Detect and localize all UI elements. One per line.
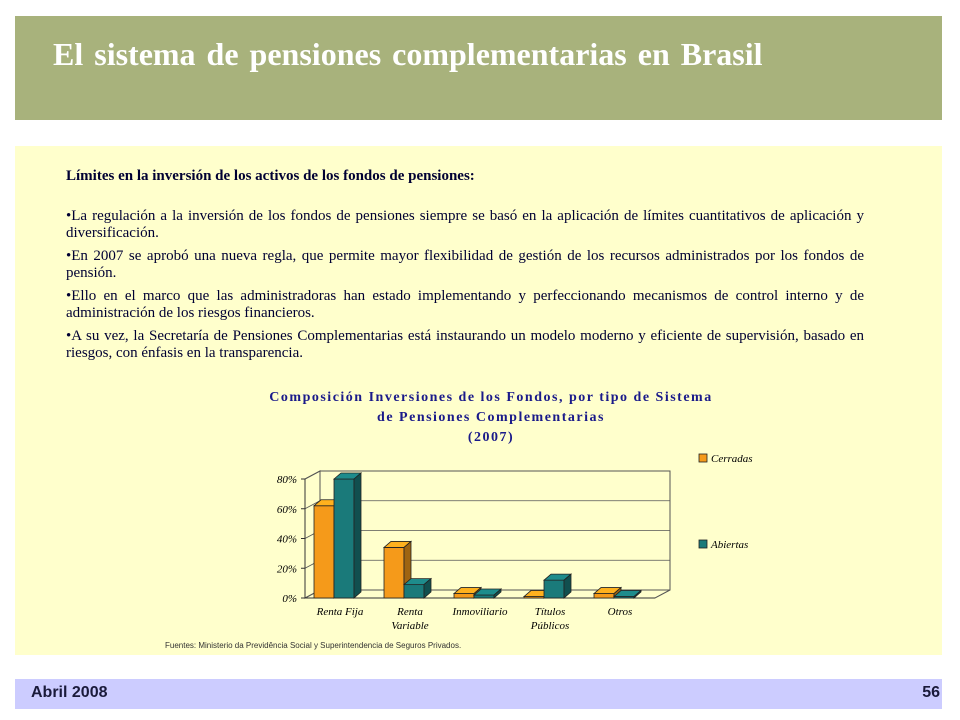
legend-label-cerradas: Cerradas — [711, 453, 753, 465]
x-category-label: Renta — [397, 606, 423, 618]
bar-cerradas — [384, 547, 404, 598]
bullet-internal-control: •Ello en el marco que las administradoras han estado implementando y perfeccionando mecanismos de control interno y de administración de los riesgos financieros. — [66, 288, 864, 321]
bar-cerradas — [454, 594, 474, 598]
bullet-supervision: •A su vez, la Secretaría de Pensiones Complementarias está instaurando un modelo moderno y eficiente de supervisión, basado en riesgos, con énfasis en la transparencia. — [66, 328, 864, 361]
bar-cerradas — [594, 594, 614, 598]
investment-composition-chart — [15, 146, 942, 655]
y-tick-label: 20% — [276, 563, 297, 576]
x-category-label: Renta Fija — [316, 606, 364, 618]
legend-label-abiertas: Abiertas — [711, 539, 749, 551]
y-tick-label: 60% — [276, 503, 297, 516]
bar-abiertas — [404, 585, 424, 598]
chart-title-line: (2007) — [467, 430, 515, 445]
footer-bar — [15, 679, 942, 709]
section-heading: Límites en la inversión de los activos de los fondos de pensiones: — [66, 168, 475, 184]
bar-abiertas — [544, 580, 564, 598]
page-number: 56 — [922, 684, 940, 701]
bar-abiertas — [474, 595, 494, 598]
x-category-label: Públicos — [530, 620, 570, 632]
bullet-regulation: •La regulación a la inversión de los fondos de pensiones siempre se basó en la aplicación de límites cuantitativos de aplicación y diversificación. — [66, 208, 864, 241]
chart-title-line: de Pensiones Complementarias — [377, 410, 605, 425]
bar-abiertas — [334, 479, 354, 598]
bar-side-abiertas — [354, 473, 361, 598]
legend-swatch-abiertas — [699, 540, 707, 548]
y-tick-label: 40% — [276, 533, 297, 546]
footer-date: Abril 2008 — [31, 684, 108, 701]
x-category-label: Variable — [391, 620, 429, 632]
title-band — [15, 16, 942, 120]
legend-swatch-cerradas — [699, 454, 707, 462]
x-category-label: Títulos — [534, 606, 566, 618]
y-tick-label: 0% — [282, 593, 297, 605]
bullet-new-rule: •En 2007 se aprobó una nueva regla, que permite mayor flexibilidad de gestión de los recursos administrados por los fondos de pensión. — [66, 248, 864, 281]
y-tick-label: 80% — [276, 474, 297, 486]
slide-title: El sistema de pensiones complementarias en Brasil — [53, 36, 763, 72]
content-panel — [15, 146, 942, 655]
bar-cerradas — [314, 506, 334, 598]
chart-title-line: Composición Inversiones de los Fondos, por tipo de Sistema — [269, 390, 713, 405]
x-category-label: Inmoviliario — [452, 606, 508, 618]
x-category-label: Otros — [607, 606, 633, 618]
chart-source-note: Fuentes: Ministerio da Previdência Social y Superintendencia de Seguros Privados. — [165, 641, 462, 650]
